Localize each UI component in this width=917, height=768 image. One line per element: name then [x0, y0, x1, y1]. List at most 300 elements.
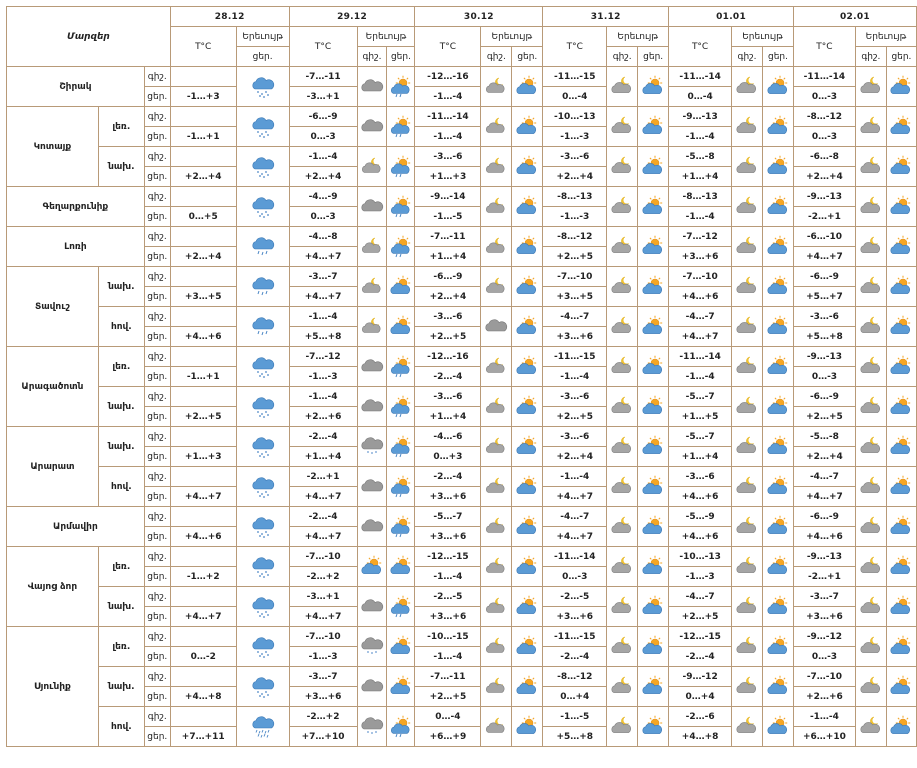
- temperature-cell: -1…-4: [415, 87, 481, 107]
- time-of-day-label: ցեր.: [144, 247, 170, 267]
- sun-cloud-icon: [886, 507, 916, 547]
- heavy-rain-icon: [236, 707, 289, 747]
- moon-cloud-icon: [607, 547, 638, 587]
- temperature-cell: -7…-12: [289, 347, 357, 367]
- temperature-cell: -4…-9: [289, 187, 357, 207]
- table-row: [7, 267, 917, 287]
- temperature-cell: -8…-12: [543, 667, 607, 687]
- sun-cloud-rain-icon: [387, 107, 415, 147]
- temperature-cell: +1…+3: [170, 447, 236, 467]
- moon-cloud-icon: [855, 627, 886, 667]
- temperature-cell: [170, 307, 236, 327]
- sun-cloud-icon: [512, 627, 543, 667]
- temperature-cell: -7…-10: [543, 267, 607, 287]
- temperature-cell: +3…+5: [543, 287, 607, 307]
- sun-cloud-icon: [763, 147, 794, 187]
- temperature-cell: -2…+1: [793, 207, 855, 227]
- temperature-cell: +3…+6: [415, 527, 481, 547]
- temperature-cell: -6…-9: [793, 507, 855, 527]
- temperature-cell: -3…-6: [669, 467, 732, 487]
- temperature-cell: [170, 667, 236, 687]
- temperature-cell: +2…+4: [543, 167, 607, 187]
- moon-cloud-icon: [855, 707, 886, 747]
- temperature-cell: +2…+4: [170, 167, 236, 187]
- temperature-cell: 0…-3: [793, 647, 855, 667]
- temperature-cell: +4…+8: [669, 727, 732, 747]
- night-cloud-icon: [357, 307, 387, 347]
- temperature-cell: -1…-4: [289, 307, 357, 327]
- sun-cloud-icon: [763, 547, 794, 587]
- sun-cloud-icon: [638, 267, 669, 307]
- temperature-cell: +2…+5: [543, 407, 607, 427]
- temperature-cell: +2…+4: [170, 247, 236, 267]
- sun-cloud-icon: [763, 467, 794, 507]
- temperature-cell: +3…+6: [669, 247, 732, 267]
- table-row: [7, 307, 917, 327]
- temperature-cell: -11…-14: [543, 547, 607, 567]
- time-of-day-label: ցեր.: [144, 567, 170, 587]
- tod-column-header: ցեր.: [638, 47, 669, 67]
- table-row: [7, 667, 917, 687]
- night-cloud-icon: [481, 227, 512, 267]
- temperature-cell: -7…-12: [669, 227, 732, 247]
- sun-cloud-icon: [638, 147, 669, 187]
- temperature-cell: +2…+5: [170, 407, 236, 427]
- weather-column-header: Երեւույթ: [732, 27, 794, 47]
- snow-cloud-icon: [236, 667, 289, 707]
- time-of-day-label: գիշ.: [144, 267, 170, 287]
- temperature-cell: +5…+8: [289, 327, 357, 347]
- temperature-cell: -6…-9: [289, 107, 357, 127]
- temperature-cell: -2…+1: [289, 467, 357, 487]
- temperature-cell: -11…-15: [543, 347, 607, 367]
- forecast-body: [7, 67, 917, 747]
- zone-name: հով.: [98, 467, 144, 507]
- temperature-cell: -11…-15: [543, 67, 607, 87]
- temperature-cell: -8…-12: [543, 227, 607, 247]
- date-header: 01.01: [669, 7, 794, 27]
- temperature-cell: -2…-6: [669, 707, 732, 727]
- moon-cloud-icon: [855, 187, 886, 227]
- time-of-day-label: ցեր.: [144, 647, 170, 667]
- forecast-container: [6, 6, 917, 747]
- time-of-day-label: ցեր.: [144, 87, 170, 107]
- temperature-cell: -10…-13: [669, 547, 732, 567]
- table-row: [7, 387, 917, 407]
- zone-name: նախ.: [98, 587, 144, 627]
- zone-name: նախ.: [98, 667, 144, 707]
- moon-cloud-icon: [732, 67, 763, 107]
- time-of-day-label: ցեր.: [144, 327, 170, 347]
- temperature-cell: +7…+11: [170, 727, 236, 747]
- temperature-cell: -4…-7: [793, 467, 855, 487]
- time-of-day-label: ցեր.: [144, 447, 170, 467]
- weather-column-header: Երեւույթ: [607, 27, 669, 47]
- time-of-day-label: գիշ.: [144, 347, 170, 367]
- time-of-day-label: գիշ.: [144, 427, 170, 447]
- table-row: [7, 547, 917, 567]
- temperature-cell: -3…-6: [415, 307, 481, 327]
- temperature-cell: 0…+4: [543, 687, 607, 707]
- rain-cloud-icon: [236, 307, 289, 347]
- temperature-cell: -9…-13: [793, 547, 855, 567]
- moon-cloud-icon: [607, 307, 638, 347]
- temperature-cell: -4…-7: [669, 587, 732, 607]
- temperature-cell: -10…-13: [543, 107, 607, 127]
- region-name: Տավուշ: [7, 267, 99, 347]
- temperature-cell: -9…-12: [669, 667, 732, 687]
- sun-cloud-icon: [512, 667, 543, 707]
- date-header: 02.01: [793, 7, 916, 27]
- temperature-cell: +1…+4: [415, 407, 481, 427]
- region-name: Լոռի: [7, 227, 145, 267]
- time-of-day-label: ցեր.: [144, 687, 170, 707]
- moon-cloud-icon: [855, 587, 886, 627]
- moon-cloud-icon: [732, 307, 763, 347]
- time-of-day-label: ցեր.: [144, 487, 170, 507]
- sun-cloud-icon: [763, 307, 794, 347]
- temperature-cell: -7…-10: [669, 267, 732, 287]
- temperature-cell: +1…+4: [415, 247, 481, 267]
- temperature-cell: -11…-14: [415, 107, 481, 127]
- sun-cloud-rain-icon: [387, 147, 415, 187]
- time-of-day-label: գիշ.: [144, 67, 170, 87]
- sun-cloud-icon: [512, 107, 543, 147]
- sun-cloud-icon: [512, 267, 543, 307]
- sun-cloud-icon: [512, 227, 543, 267]
- zone-name: նախ.: [98, 147, 144, 187]
- table-row: [7, 587, 917, 607]
- temperature-cell: -8…-13: [543, 187, 607, 207]
- temperature-cell: 0…+4: [669, 687, 732, 707]
- moon-cloud-icon: [607, 707, 638, 747]
- region-name: Գեղարքունիք: [7, 187, 145, 227]
- moon-cloud-icon: [607, 107, 638, 147]
- temperature-cell: 0…+3: [415, 447, 481, 467]
- sun-cloud-icon: [886, 67, 916, 107]
- temperature-cell: -3…+1: [289, 587, 357, 607]
- gray-snow-cloud-icon: [357, 707, 387, 747]
- tod-column-header: ցեր.: [236, 47, 289, 67]
- temperature-cell: -1…-4: [543, 467, 607, 487]
- temperature-cell: -7…-10: [289, 627, 357, 647]
- moon-cloud-icon: [855, 467, 886, 507]
- temperature-cell: +3…+6: [415, 487, 481, 507]
- temperature-cell: -1…-5: [543, 707, 607, 727]
- temperature-cell: +2…+5: [415, 687, 481, 707]
- date-header: 30.12: [415, 7, 543, 27]
- temperature-cell: [170, 147, 236, 167]
- zone-name: նախ.: [98, 427, 144, 467]
- temperature-cell: -1…-3: [543, 127, 607, 147]
- temperature-cell: [170, 587, 236, 607]
- table-row: [7, 707, 917, 727]
- table-row: [7, 67, 917, 87]
- temperature-cell: +2…+6: [793, 687, 855, 707]
- temperature-cell: -1…-4: [543, 367, 607, 387]
- time-of-day-label: ցեր.: [144, 127, 170, 147]
- temperature-cell: +1…+5: [669, 407, 732, 427]
- zone-name: լեռ.: [98, 627, 144, 667]
- sun-cloud-icon: [638, 667, 669, 707]
- region-name: Վայոց ձոր: [7, 547, 99, 627]
- overcast-cloud-icon: [357, 347, 387, 387]
- table-row: [7, 347, 917, 367]
- moon-cloud-icon: [732, 347, 763, 387]
- sun-cloud-icon: [763, 667, 794, 707]
- temperature-cell: -3…-6: [543, 387, 607, 407]
- temperature-cell: 0…-3: [543, 567, 607, 587]
- temperature-cell: +2…+5: [669, 607, 732, 627]
- temperature-cell: -5…-8: [669, 147, 732, 167]
- zone-name: լեռ.: [98, 107, 144, 147]
- night-cloud-icon: [481, 387, 512, 427]
- temperature-cell: 0…-2: [170, 647, 236, 667]
- moon-cloud-icon: [732, 187, 763, 227]
- temperature-cell: -2…-4: [289, 507, 357, 527]
- sun-cloud-rain-icon: [387, 347, 415, 387]
- moon-cloud-icon: [732, 507, 763, 547]
- sun-cloud-icon: [886, 227, 916, 267]
- sun-cloud-rain-icon: [387, 387, 415, 427]
- sun-cloud-icon: [638, 427, 669, 467]
- region-name: Արագածոտն: [7, 347, 99, 427]
- moon-cloud-icon: [855, 227, 886, 267]
- overcast-cloud-icon: [357, 187, 387, 227]
- temperature-cell: -11…-15: [543, 627, 607, 647]
- moon-cloud-icon: [732, 667, 763, 707]
- temperature-cell: -6…-9: [793, 387, 855, 407]
- sun-cloud-icon: [512, 387, 543, 427]
- temperature-cell: -6…-9: [793, 267, 855, 287]
- time-of-day-label: գիշ.: [144, 467, 170, 487]
- sun-cloud-icon: [512, 707, 543, 747]
- temperature-cell: -2…-5: [543, 587, 607, 607]
- temperature-cell: 0…-3: [289, 207, 357, 227]
- time-of-day-label: գիշ.: [144, 107, 170, 127]
- temperature-cell: -4…-7: [669, 307, 732, 327]
- sun-cloud-icon: [886, 707, 916, 747]
- temperature-cell: +4…+7: [170, 487, 236, 507]
- temperature-cell: -3…-7: [289, 667, 357, 687]
- temperature-cell: -7…-11: [415, 667, 481, 687]
- moon-cloud-icon: [607, 267, 638, 307]
- sun-cloud-rain-icon: [387, 67, 415, 107]
- temperature-cell: -1…-3: [289, 367, 357, 387]
- temp-column-header: T°C: [289, 27, 357, 67]
- overcast-cloud-icon: [357, 67, 387, 107]
- rain-cloud-icon: [236, 227, 289, 267]
- sun-cloud-icon: [763, 347, 794, 387]
- sun-cloud-icon: [886, 467, 916, 507]
- regions-header: Մարզեր: [7, 7, 171, 67]
- sun-cloud-icon: [512, 67, 543, 107]
- temperature-cell: [170, 427, 236, 447]
- table-row: [7, 227, 917, 247]
- temperature-cell: -6…-10: [793, 227, 855, 247]
- temperature-cell: +4…+6: [170, 527, 236, 547]
- temperature-cell: +4…+6: [793, 527, 855, 547]
- temperature-cell: -1…+2: [170, 567, 236, 587]
- temperature-cell: [170, 547, 236, 567]
- temperature-cell: 0…-3: [793, 127, 855, 147]
- sun-cloud-icon: [638, 627, 669, 667]
- moon-cloud-icon: [732, 227, 763, 267]
- temperature-cell: +4…+7: [543, 527, 607, 547]
- sun-cloud-icon: [638, 467, 669, 507]
- night-cloud-icon: [481, 187, 512, 227]
- time-of-day-label: գիշ.: [144, 147, 170, 167]
- temperature-cell: +2…+4: [793, 167, 855, 187]
- temperature-cell: -2…+1: [793, 567, 855, 587]
- temperature-cell: -1…-3: [543, 207, 607, 227]
- moon-cloud-icon: [607, 467, 638, 507]
- moon-cloud-icon: [855, 667, 886, 707]
- moon-cloud-icon: [607, 227, 638, 267]
- sun-cloud-icon: [886, 147, 916, 187]
- moon-cloud-icon: [607, 627, 638, 667]
- temperature-cell: [170, 347, 236, 367]
- temperature-cell: -8…-12: [793, 107, 855, 127]
- sun-cloud-icon: [512, 307, 543, 347]
- tod-column-header: ցեր.: [886, 47, 916, 67]
- temperature-cell: -3…-6: [415, 147, 481, 167]
- sun-cloud-icon: [763, 187, 794, 227]
- tod-column-header: գիշ.: [732, 47, 763, 67]
- temperature-cell: +5…+8: [793, 327, 855, 347]
- temperature-cell: -5…-8: [793, 427, 855, 447]
- night-cloud-icon: [481, 667, 512, 707]
- temp-column-header: T°C: [543, 27, 607, 67]
- time-of-day-label: գիշ.: [144, 227, 170, 247]
- temperature-cell: -9…-13: [669, 107, 732, 127]
- time-of-day-label: ցեր.: [144, 407, 170, 427]
- time-of-day-label: ցեր.: [144, 727, 170, 747]
- header-row-dates: [7, 7, 917, 27]
- time-of-day-label: ցեր.: [144, 207, 170, 227]
- night-cloud-icon: [481, 67, 512, 107]
- sun-cloud-icon: [638, 187, 669, 227]
- zone-name: հով.: [98, 307, 144, 347]
- time-of-day-label: ցեր.: [144, 367, 170, 387]
- temperature-cell: [170, 267, 236, 287]
- region-name: Սյունիք: [7, 627, 99, 747]
- sun-cloud-icon: [512, 587, 543, 627]
- night-cloud-icon: [481, 147, 512, 187]
- moon-cloud-icon: [732, 707, 763, 747]
- temperature-cell: +2…+5: [415, 327, 481, 347]
- temperature-cell: -9…-13: [793, 187, 855, 207]
- temperature-cell: [170, 227, 236, 247]
- temperature-cell: -2…+2: [289, 567, 357, 587]
- gray-snow-cloud-icon: [357, 627, 387, 667]
- sun-cloud-icon: [512, 507, 543, 547]
- sun-cloud-icon: [512, 187, 543, 227]
- zone-name: հով.: [98, 707, 144, 747]
- sun-cloud-icon: [886, 387, 916, 427]
- temperature-cell: -1…-5: [415, 207, 481, 227]
- rain-cloud-icon: [236, 267, 289, 307]
- temperature-cell: +2…+5: [543, 247, 607, 267]
- temperature-cell: -12…-16: [415, 347, 481, 367]
- region-name: Արարատ: [7, 427, 99, 507]
- snow-cloud-icon: [236, 187, 289, 227]
- sun-cloud-icon: [886, 107, 916, 147]
- time-of-day-label: գիշ.: [144, 187, 170, 207]
- night-cloud-icon: [481, 627, 512, 667]
- moon-cloud-icon: [855, 147, 886, 187]
- time-of-day-label: գիշ.: [144, 547, 170, 567]
- table-row: [7, 507, 917, 527]
- moon-cloud-icon: [732, 627, 763, 667]
- temperature-cell: +5…+7: [793, 287, 855, 307]
- temperature-cell: -3…-6: [543, 147, 607, 167]
- overcast-cloud-icon: [357, 667, 387, 707]
- sun-cloud-icon: [763, 587, 794, 627]
- temperature-cell: +3…+6: [415, 607, 481, 627]
- region-name: Կոտայք: [7, 107, 99, 187]
- moon-cloud-icon: [607, 147, 638, 187]
- temperature-cell: [170, 507, 236, 527]
- sun-cloud-icon: [387, 627, 415, 667]
- time-of-day-label: ցեր.: [144, 527, 170, 547]
- forecast-table: [6, 6, 917, 747]
- temperature-cell: +4…+7: [669, 327, 732, 347]
- sun-cloud-icon: [638, 227, 669, 267]
- overcast-cloud-icon: [357, 587, 387, 627]
- tod-column-header: ցեր.: [763, 47, 794, 67]
- moon-cloud-icon: [607, 667, 638, 707]
- temperature-cell: -1…-3: [669, 567, 732, 587]
- temperature-cell: +4…+7: [793, 487, 855, 507]
- temperature-cell: -12…-15: [415, 547, 481, 567]
- sun-cloud-icon: [886, 347, 916, 387]
- moon-cloud-icon: [855, 107, 886, 147]
- region-name: Շիրակ: [7, 67, 145, 107]
- moon-cloud-icon: [732, 147, 763, 187]
- date-header: 31.12: [543, 7, 669, 27]
- sun-cloud-icon: [886, 267, 916, 307]
- snow-cloud-icon: [236, 107, 289, 147]
- snow-cloud-icon: [236, 627, 289, 667]
- temperature-cell: +2…+6: [289, 407, 357, 427]
- gray-snow-cloud-icon: [357, 427, 387, 467]
- tod-column-header: գիշ.: [607, 47, 638, 67]
- moon-cloud-icon: [732, 427, 763, 467]
- sun-cloud-rain-icon: [387, 187, 415, 227]
- temperature-cell: -2…-4: [289, 427, 357, 447]
- sun-cloud-icon: [886, 307, 916, 347]
- temperature-cell: -1…-4: [415, 567, 481, 587]
- temperature-cell: -7…-11: [415, 227, 481, 247]
- temperature-cell: -5…-9: [669, 507, 732, 527]
- temperature-cell: +4…+7: [543, 487, 607, 507]
- temperature-cell: +1…+4: [289, 447, 357, 467]
- temperature-cell: +4…+7: [289, 247, 357, 267]
- temperature-cell: -1…+3: [170, 87, 236, 107]
- temperature-cell: +3…+5: [170, 287, 236, 307]
- sun-cloud-icon: [763, 267, 794, 307]
- temperature-cell: -5…-7: [669, 427, 732, 447]
- date-header: 28.12: [170, 7, 289, 27]
- temperature-cell: +2…+4: [415, 287, 481, 307]
- temp-column-header: T°C: [793, 27, 855, 67]
- moon-cloud-icon: [855, 507, 886, 547]
- time-of-day-label: գիշ.: [144, 667, 170, 687]
- temperature-cell: -3…-6: [415, 387, 481, 407]
- temperature-cell: -7…-10: [289, 547, 357, 567]
- moon-cloud-icon: [732, 547, 763, 587]
